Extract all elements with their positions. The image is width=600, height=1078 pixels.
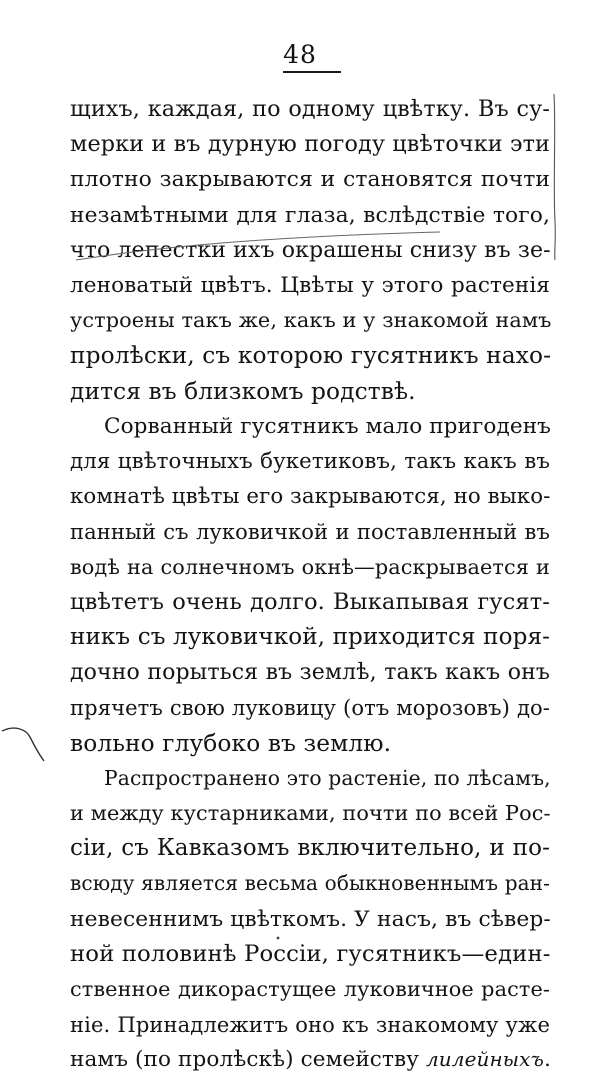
text-line: незамѣтными для глаза, вслѣдствіе того, bbox=[70, 202, 550, 228]
text-line: панный съ луковичкой и поставленный въ bbox=[70, 519, 550, 545]
text-line: сіи, съ Кавказомъ включительно, и по- bbox=[70, 835, 550, 862]
margin-tick-mark bbox=[0, 725, 50, 765]
text-line: щихъ, каждая, по одному цвѣтку. Въ су- bbox=[70, 96, 550, 122]
text-line-final bbox=[70, 1042, 550, 1077]
text-line: что лепестки ихъ окрашены снизу въ зе- bbox=[70, 237, 551, 263]
text-line: невесеннимъ цвѣткомъ. У насъ, въ сѣвер- bbox=[70, 906, 551, 932]
text-line: Распространено это растеніе, по лѣсамъ, bbox=[104, 765, 551, 790]
text-line: прячетъ свою луковицу (отъ морозовъ) до- bbox=[70, 695, 550, 721]
text-run: . bbox=[544, 1047, 551, 1073]
text-line: ніе. Принадлежитъ оно къ знакомому уже bbox=[70, 1012, 550, 1038]
text-line: водѣ на солнечномъ окнѣ—раскрывается и bbox=[70, 554, 550, 579]
page-number-rule bbox=[283, 71, 341, 73]
text-line: мерки и въ дурную погоду цвѣточки эти bbox=[70, 131, 550, 158]
text-line: ной половинѣ Россіи, гусятникъ—един- bbox=[70, 940, 551, 967]
text-line: дочно порыться въ землѣ, такъ какъ онъ bbox=[70, 660, 550, 686]
text-line: никъ съ луковичкой, приходится поря- bbox=[70, 624, 550, 651]
body-text bbox=[70, 92, 550, 1078]
paragraph-3 bbox=[70, 761, 550, 1078]
text-line: комнатѣ цвѣты его закрываются, но выко- bbox=[70, 484, 551, 510]
text-line: Сорванный гусятникъ мало пригоденъ bbox=[104, 413, 551, 439]
page-number: 48 bbox=[283, 40, 317, 69]
text-run: намъ (по пролѣскѣ) семейству bbox=[70, 1047, 426, 1073]
text-line: и между кустарниками, почти по всей Рос- bbox=[70, 801, 551, 826]
text-line: всюду является весьма обыкновеннымъ ран- bbox=[70, 871, 550, 896]
margin-bracket-mark bbox=[548, 92, 562, 262]
paragraph-2 bbox=[70, 409, 550, 761]
text-line: дится въ близкомъ родствѣ. bbox=[70, 377, 416, 405]
paragraph-1 bbox=[70, 92, 550, 409]
text-line: леноватый цвѣтъ. Цвѣты у этого растенія bbox=[70, 273, 550, 299]
text-line: для цвѣточныхъ букетиковъ, такъ какъ въ bbox=[70, 449, 550, 475]
text-line: устроены такъ же, какъ и у знакомой намъ bbox=[70, 308, 552, 333]
italic-term: лилейныхъ bbox=[425, 1047, 544, 1072]
text-line: пролѣски, съ которою гусятникъ нахо- bbox=[70, 342, 552, 370]
text-line: плотно закрываются и становятся почти bbox=[70, 167, 550, 193]
text-line: вольно глубоко въ землю. bbox=[70, 729, 392, 757]
text-line: цвѣтетъ очень долго. Выкапывая гусят- bbox=[70, 588, 550, 615]
text-line: ственное дикорастущее луковичное расте- bbox=[70, 977, 550, 1002]
